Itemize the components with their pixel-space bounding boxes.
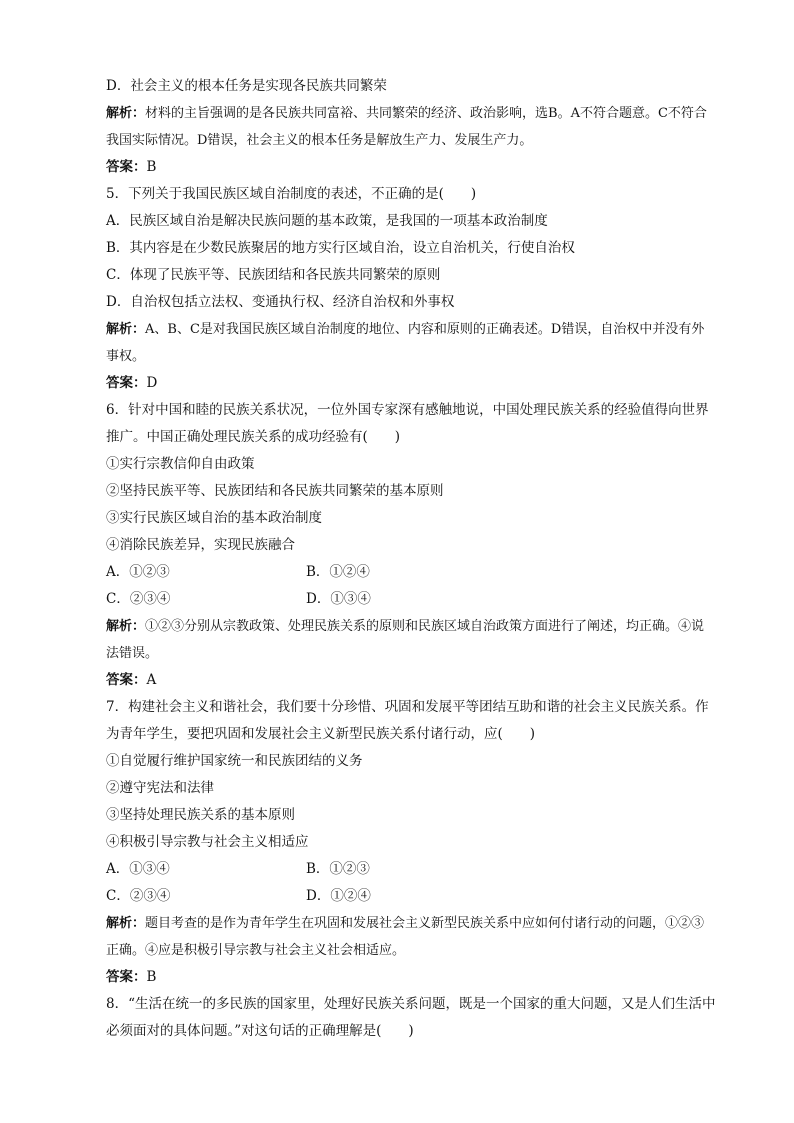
answer-value: B [146, 969, 157, 985]
q6-item-3: ③实行民族区域自治的基本政治制度 [106, 510, 322, 526]
q4-answer [100, 154, 716, 181]
q7-options-row-2 [100, 883, 716, 910]
q5-option-c: C．体现了民族平等、民族团结和各民族共同繁荣的原则 [106, 267, 441, 283]
q5-option-a: A．民族区域自治是解决民族问题的基本政策，是我国的一项基本政治制度 [106, 213, 548, 229]
answer-label: 答案： [106, 159, 147, 175]
analysis-text: 材料的主旨强调的是各民族共同富裕、共同繁荣的经济、政治影响，选B。A不符合题意。C不符合我国实际情况。D错误，社会主义的根本任务是解放生产力、发展生产力。 [106, 106, 707, 148]
q7-item-2: ②遵守宪法和法律 [106, 780, 214, 796]
analysis-label: 解析： [106, 916, 146, 931]
q7-analysis [100, 910, 716, 964]
q4-option-d: D．社会主义的根本任务是实现各民族共同繁荣 [106, 78, 387, 94]
q7-item-4: ④积极引导宗教与社会主义相适应 [106, 834, 309, 850]
q7-option-d: D．①②④ [306, 888, 371, 904]
q6-option-b: B．①②④ [306, 564, 370, 580]
q5-option-d: D．自治权包括立法权、变通执行权、经济自治权和外事权 [106, 294, 455, 310]
q7-answer [100, 964, 716, 991]
answer-value: B [146, 159, 157, 175]
q5-answer [100, 370, 716, 397]
q7-option-c: C．②③④ [106, 888, 171, 904]
q6-options-row-1 [100, 559, 716, 586]
analysis-text: 题目考查的是作为青年学生在巩固和发展社会主义新型民族关系中应如何付诸行动的问题，①②③正确。④应是积极引导宗教与社会主义社会相适应。 [106, 916, 705, 958]
q6-option-a: A．①②③ [106, 564, 170, 580]
q6-item-2: ②坚持民族平等、民族团结和各民族共同繁荣的基本原则 [106, 483, 444, 499]
q6-options-row-2 [100, 586, 716, 613]
analysis-text: ①②③分别从宗教政策、处理民族关系的原则和民族区域自治政策方面进行了阐述，均正确。④说法错误。 [106, 619, 705, 661]
answer-label: 答案： [106, 672, 147, 688]
analysis-label: 解析： [106, 619, 146, 634]
q6-stem: 6．针对中国和睦的民族关系状况，一位外国专家深有感触地说，中国处理民族关系的经验值得向世界推广。中国正确处理民族关系的成功经验有( ) [106, 402, 709, 445]
analysis-text: A、B、C是对我国民族区域自治制度的地位、内容和原则的正确表述。D错误，自治权中并没有外事权。 [106, 322, 705, 364]
q6-item-1: ①实行宗教信仰自由政策 [106, 456, 255, 472]
q7-stem: 7．构建社会主义和谐社会，我们要十分珍惜、巩固和发展平等团结互助和谐的社会主义民族关系。作为青年学生，要把巩固和发展社会主义新型民族关系付诸行动，应( ) [106, 699, 709, 742]
q6-item-4: ④消除民族差异，实现民族融合 [106, 537, 295, 553]
analysis-label: 解析： [106, 106, 146, 121]
q5-analysis [100, 316, 716, 370]
q7-options-row-1 [100, 856, 716, 883]
answer-label: 答案： [106, 969, 147, 985]
q5-option-b: B．其内容是在少数民族聚居的地方实行区域自治，设立自治机关，行使自治权 [106, 240, 575, 256]
q7-option-a: A．①③④ [106, 861, 170, 877]
q7-option-b: B．①②③ [306, 861, 370, 877]
answer-label: 答案： [106, 375, 147, 391]
q6-option-c: C．②③④ [106, 591, 171, 607]
q6-answer [100, 667, 716, 694]
document-body [100, 73, 716, 1045]
q6-option-d: D．①③④ [306, 591, 371, 607]
q8-stem: 8．“生活在统一的多民族的国家里，处理好民族关系问题，既是一个国家的重大问题，又是人们生活中必须面对的具体问题。”对这句话的正确理解是( ) [106, 996, 716, 1039]
q7-item-1: ①自觉履行维护国家统一和民族团结的义务 [106, 753, 363, 769]
answer-value: A [146, 672, 157, 688]
q4-analysis [100, 100, 716, 154]
answer-value: D [146, 375, 158, 391]
q6-analysis [100, 613, 716, 667]
analysis-label: 解析： [106, 322, 146, 337]
q7-item-3: ③坚持处理民族关系的基本原则 [106, 807, 295, 823]
q5-stem: 5．下列关于我国民族区域自治制度的表述，不正确的是( ) [106, 186, 477, 202]
